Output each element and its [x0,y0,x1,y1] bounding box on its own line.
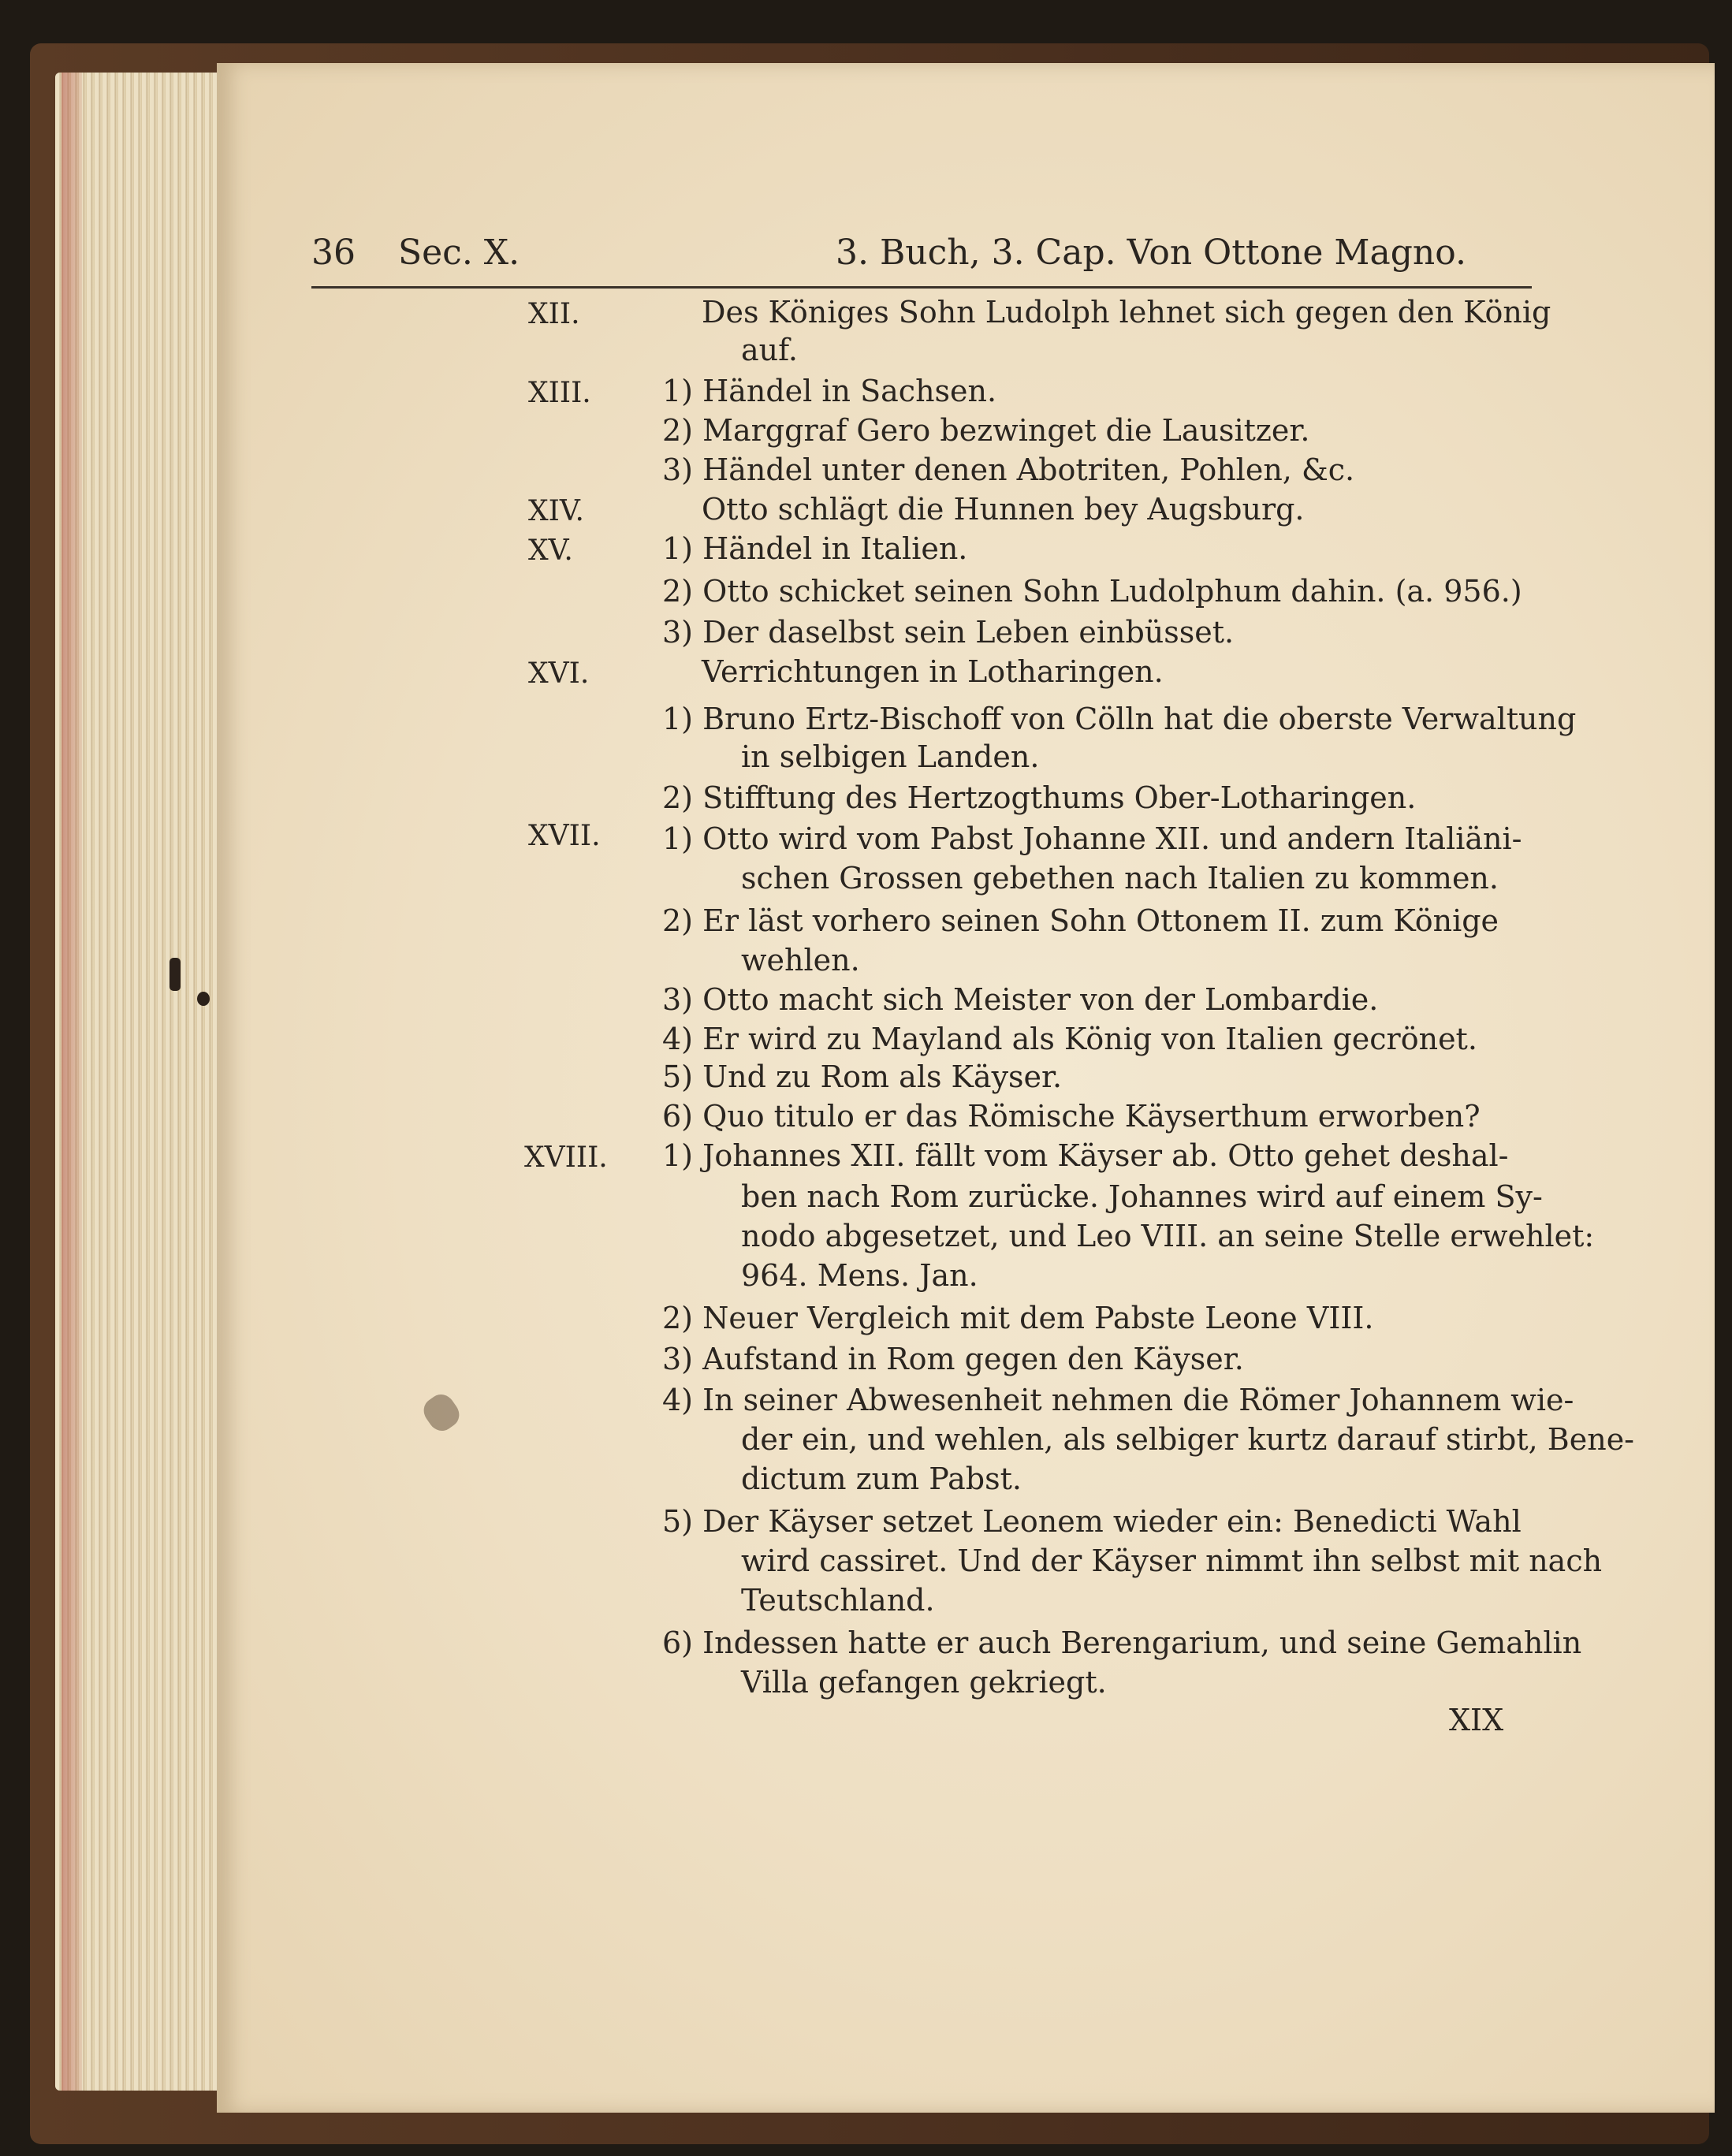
section-numeral: XIII. [528,377,591,409]
section-line: dictum zum Pabst. [741,1462,1022,1496]
section-line: Otto schlägt die Hunnen bey Augsburg. [702,492,1305,527]
section-line: 964. Mens. Jan. [741,1258,978,1293]
section-line: Teutschland. [741,1583,935,1618]
section-line: 3) Otto macht sich Meister von der Lombardie. [662,982,1379,1017]
section-line: 2) Neuer Vergleich mit dem Pabste Leone VIII. [662,1301,1374,1335]
section-line: 1) Johannes XII. fällt vom Käyser ab. Otto gehet deshal- [662,1138,1509,1173]
section-line: schen Grossen gebethen nach Italien zu kommen. [741,861,1499,896]
ink-mark [197,992,210,1006]
section-line: der ein, und wehlen, als selbiger kurtz darauf stirbt, Bene- [741,1422,1635,1457]
header-rule [311,286,1532,289]
section-line: nodo abgesetzet, und Leo VIII. an seine Stelle erwehlet: [741,1219,1595,1253]
section-line: ben nach Rom zurücke. Johannes wird auf einem Sy- [741,1179,1543,1214]
section-numeral: XV. [528,534,573,567]
section-numeral: XIV. [528,495,584,527]
ink-mark [169,958,181,991]
section-line: 1) Otto wird vom Pabst Johanne XII. und andern Italiäni- [662,821,1522,856]
section-line: 2) Marggraf Gero bezwinget die Lausitzer. [662,413,1310,448]
section-line: 6) Indessen hatte er auch Berengarium, und seine Gemahlin [662,1625,1582,1660]
section-line: 5) Der Käyser setzet Leonem wieder ein: Benedicti Wahl [662,1504,1522,1539]
section-line: 3) Händel unter denen Abotriten, Pohlen, &c. [662,452,1355,487]
section-numeral: XVI. [528,657,590,690]
section-line: 2) Stifftung des Hertzogthums Ober-Lotharingen. [662,780,1417,815]
section-line: 1) Händel in Sachsen. [662,374,997,408]
page-number: 36 [311,233,356,273]
running-header [311,225,1541,280]
section-line: Verrichtungen in Lotharingen. [702,654,1164,689]
section-line: 4) Er wird zu Mayland als König von Italien gecrönet. [662,1022,1477,1056]
section-line: auf. [741,333,798,367]
section-line: Villa gefangen gekriegt. [741,1665,1107,1700]
section-line: Des Königes Sohn Ludolph lehnet sich gegen den König [702,295,1551,330]
section-line: 2) Otto schicket seinen Sohn Ludolphum dahin. (a. 956.) [662,574,1522,609]
section-line: wird cassiret. Und der Käyser nimmt ihn selbst mit nach [741,1543,1603,1578]
section-line: 1) Händel in Italien. [662,531,968,566]
catchword: XIX [1449,1703,1504,1737]
section-numeral: XVIII. [524,1141,608,1174]
page-edges [55,73,233,2091]
section-line: 3) Aufstand in Rom gegen den Käyser. [662,1342,1244,1376]
section-line: 4) In seiner Abwesenheit nehmen die Römer Johannem wie- [662,1383,1574,1417]
section-line: 1) Bruno Ertz-Bischoff von Cölln hat die oberste Verwaltung [662,702,1577,736]
section-label: Sec. X. [398,233,520,273]
section-numeral: XVII. [528,820,601,852]
section-line: 2) Er läst vorhero seinen Sohn Ottonem II. zum Könige [662,903,1499,938]
section-line: in selbigen Landen. [741,739,1040,774]
section-numeral: XII. [528,298,580,330]
section-line: 5) Und zu Rom als Käyser. [662,1059,1063,1094]
section-line: 3) Der daselbst sein Leben einbüsset. [662,615,1235,650]
chapter-title: 3. Buch, 3. Cap. Von Ottone Magno. [836,233,1466,273]
section-line: wehlen. [741,943,860,977]
section-line: 6) Quo titulo er das Römische Käyserthum erworben? [662,1099,1481,1134]
